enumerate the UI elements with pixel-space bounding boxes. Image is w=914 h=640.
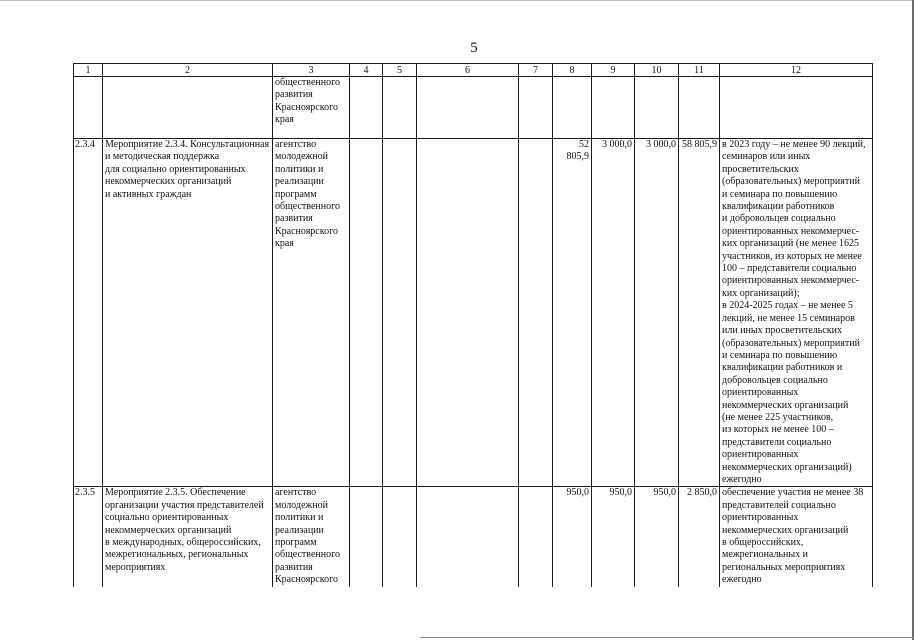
column-number-row: [74, 64, 873, 77]
cell-col6: [417, 487, 519, 587]
column-header: 9: [592, 64, 635, 77]
funding-2025: [635, 77, 679, 139]
measure-title: [103, 77, 273, 139]
cell-col6: [417, 77, 519, 139]
column-header: 12: [720, 64, 873, 77]
expected-result: обеспечение участия не менее 38 представителей социально ориентированных некоммерческих организаций в общероссийских, межрегиональных и региональных мероприятиях ежегодно: [720, 487, 873, 587]
cell-col4: [350, 139, 383, 487]
page-bottom-edge: [420, 637, 914, 638]
column-header: 3: [273, 64, 350, 77]
expected-result: [720, 77, 873, 139]
funding-2025: 950,0: [635, 487, 679, 587]
cell-col7: [519, 77, 553, 139]
expected-result: в 2023 году – не менее 90 лекций, семинаров или иных просветительских (образовательных) мероприятий и семинара по повышению квалификации работников и добровольцев социально ориентированных некоммерчес- ких организаций (не менее 1625 участников, из которых не менее 100 – представители социально ориентированных некоммерчес- ких организаций); в 2024-2025 годах – не менее 5 лекций, не менее 15 семинаров или иных просветительских (образовательных) мероприятий и семинара по повышению квалификации работников и добровольцев социально ориентированных некоммерческих организаций (не менее 225 участников, из которых не менее 100 – представители социально ориентированных некоммерческих организаций) ежегодно: [720, 139, 873, 487]
page-number: 5: [470, 40, 478, 56]
table-row: [74, 77, 873, 139]
column-header: 7: [519, 64, 553, 77]
column-header: 8: [553, 64, 592, 77]
funding-2024: [592, 77, 635, 139]
measure-title: Мероприятие 2.3.5. Обеспечение организации участия представителей социально ориентированных некоммерческих организаций в международных, общероссийских, межрегиональных, региональных мероприятиях: [103, 487, 273, 587]
row-code: 2.3.5: [74, 487, 103, 587]
column-header: 2: [103, 64, 273, 77]
funding-2025: 3 000,0: [635, 139, 679, 487]
program-measures-table: [73, 63, 873, 587]
column-header: 4: [350, 64, 383, 77]
column-header: 5: [383, 64, 417, 77]
funding-total: 58 805,9: [679, 139, 720, 487]
cell-col5: [383, 139, 417, 487]
table-row: [74, 487, 873, 587]
cell-col7: [519, 487, 553, 587]
funding-2024: 950,0: [592, 487, 635, 587]
column-header: 1: [74, 64, 103, 77]
responsible-agency: агентство молодежной политики и реализации программ общественного развития Красноярского: [273, 487, 350, 587]
funding-2023: 950,0: [553, 487, 592, 587]
column-header: 6: [417, 64, 519, 77]
cell-col5: [383, 77, 417, 139]
cell-col4: [350, 487, 383, 587]
cell-col7: [519, 139, 553, 487]
cell-col5: [383, 487, 417, 587]
funding-total: [679, 77, 720, 139]
column-header: 10: [635, 64, 679, 77]
measure-title: Мероприятие 2.3.4. Консультационная и методическая поддержка для социально ориентированных некоммерческих организаций и активных граждан: [103, 139, 273, 487]
row-code: [74, 77, 103, 139]
column-header: 11: [679, 64, 720, 77]
responsible-agency: общественного развития Красноярского края: [273, 77, 350, 139]
funding-2023: [553, 77, 592, 139]
table-row: [74, 139, 873, 487]
funding-total: 2 850,0: [679, 487, 720, 587]
funding-2024: 3 000,0: [592, 139, 635, 487]
responsible-agency: агентство молодежной политики и реализации программ общественного развития Красноярского края: [273, 139, 350, 487]
cell-col4: [350, 77, 383, 139]
funding-2023: 52 805,9: [553, 139, 592, 487]
row-code: 2.3.4: [74, 139, 103, 487]
page-top-edge: [0, 0, 914, 1]
cell-col6: [417, 139, 519, 487]
